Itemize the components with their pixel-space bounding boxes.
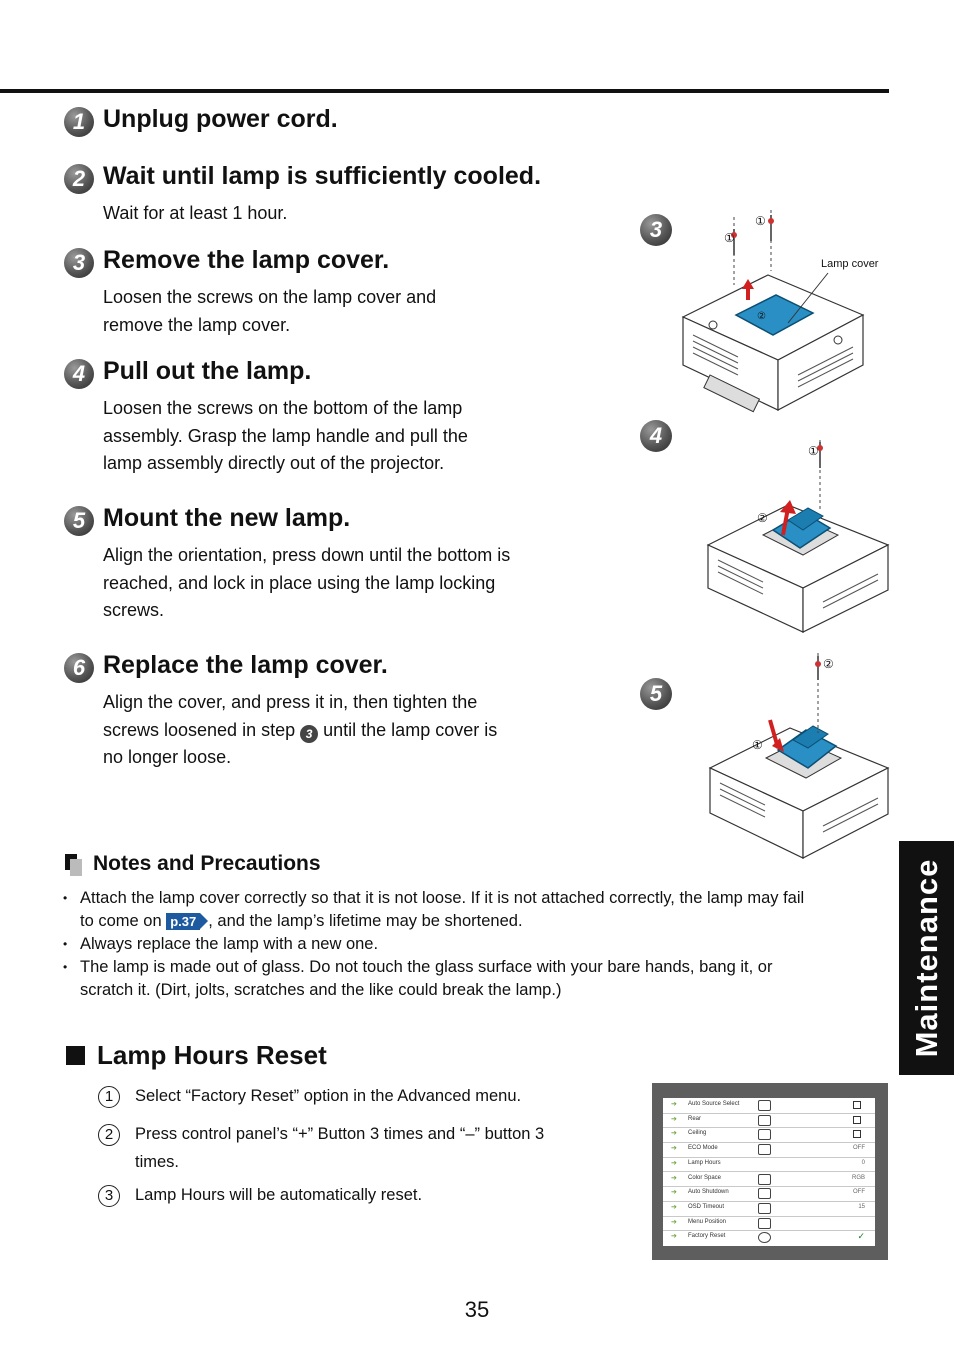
- menu-value: RGB: [851, 1174, 865, 1181]
- menu-value: OFF: [853, 1145, 865, 1152]
- rear-icon: [758, 1115, 771, 1126]
- step-title: Mount the new lamp.: [103, 504, 351, 532]
- step-title: Wait until lamp is sufficiently cooled.: [103, 162, 542, 190]
- callout-2: ②: [757, 311, 766, 322]
- menu-label: Auto Source Select: [688, 1101, 740, 1107]
- menu-row[interactable]: [663, 1157, 875, 1173]
- figure-pull-out-lamp: [638, 420, 893, 640]
- figure-step-badge: 4: [640, 420, 672, 452]
- step-body: [103, 284, 436, 339]
- step-body: [103, 395, 468, 478]
- eco-icon: [758, 1144, 771, 1155]
- projector-illustration: [638, 420, 893, 640]
- checkbox[interactable]: [853, 1116, 861, 1124]
- arrow-icon: ➔: [671, 1218, 677, 1226]
- figure-remove-lamp-cover: [638, 205, 893, 420]
- step-number-badge: 6: [64, 653, 94, 683]
- callout-1: ①: [752, 738, 763, 752]
- body-line: assembly. Grasp the lamp handle and pull the: [103, 425, 468, 446]
- step-number-badge: 4: [64, 359, 94, 389]
- body-line: Align the cover, and press it in, then tighten the: [103, 692, 478, 712]
- lamp-cover-label: Lamp cover: [821, 258, 879, 270]
- arrow-icon: ➔: [671, 1145, 677, 1153]
- note-text: , and the lamp’s lifetime may be shortened.: [208, 912, 523, 930]
- step-body: Wait for at least 1 hour.: [103, 203, 288, 223]
- menu-label: Menu Position: [688, 1218, 727, 1225]
- menu-panel: [663, 1098, 875, 1246]
- callout-1: ①: [724, 231, 735, 245]
- checkbox[interactable]: [853, 1101, 861, 1109]
- menu-label: ECO Mode: [688, 1145, 718, 1152]
- step-body: [103, 689, 497, 772]
- note-text: Attach the lamp cover correctly so that it is not loose. If it is not attached correctly, the lamp may fail: [80, 889, 805, 907]
- menu-label: OSD Timeout: [688, 1203, 725, 1210]
- menu-row[interactable]: [663, 1186, 875, 1202]
- projector-illustration: [638, 648, 893, 863]
- callout-1: ①: [808, 444, 819, 458]
- body-line: remove the lamp cover.: [103, 314, 291, 335]
- menu-row[interactable]: [663, 1113, 875, 1129]
- body-line: screws loosened in step: [103, 719, 296, 740]
- note-item: [63, 887, 889, 933]
- menu-row[interactable]: [663, 1127, 875, 1143]
- body-line: screws.: [103, 600, 165, 620]
- section-title: Lamp Hours Reset: [97, 1040, 327, 1070]
- note-item: [63, 956, 889, 1002]
- menu-row[interactable]: [663, 1142, 875, 1158]
- color-space-icon: [758, 1174, 771, 1185]
- check-icon: ✓: [857, 1231, 865, 1242]
- body-line: until the lamp cover is: [323, 719, 498, 740]
- arrow-icon: ➔: [671, 1174, 677, 1182]
- ceiling-icon: [758, 1129, 771, 1140]
- figure-step-badge: 3: [640, 214, 672, 246]
- body-line: no longer loose.: [103, 747, 232, 767]
- step-circle: 2: [98, 1124, 120, 1146]
- menu-value: 0: [861, 1159, 865, 1166]
- reset-icon: [758, 1232, 771, 1243]
- step-number-badge: 1: [64, 107, 94, 137]
- arrow-icon: ➔: [671, 1115, 677, 1123]
- menu-label: Auto Shutdown: [688, 1189, 729, 1196]
- note-item: [63, 933, 889, 956]
- note-text: The lamp is made out of glass. Do not touch the glass surface with your bare hands, bang it, or: [80, 958, 773, 976]
- body-line: Loosen the screws on the bottom of the lamp: [103, 398, 463, 418]
- step-text: [135, 1120, 544, 1176]
- body-line: Align the orientation, press down until the bottom is: [103, 545, 511, 565]
- body-line: lamp assembly directly out of the projector.: [103, 453, 445, 473]
- note-text: scratch it. (Dirt, jolts, scratches and the like could break the lamp.): [80, 981, 562, 999]
- menu-row[interactable]: [663, 1230, 875, 1245]
- notes-icon: [65, 854, 83, 876]
- callout-2: ②: [757, 511, 768, 525]
- step-number-badge: 3: [64, 248, 94, 278]
- notes-heading: Notes and Precautions: [93, 852, 321, 875]
- menu-row[interactable]: [663, 1098, 875, 1114]
- section-side-tab: [899, 841, 954, 1075]
- arrow-icon: ➔: [671, 1233, 677, 1241]
- step-reference-badge: 3: [300, 725, 318, 743]
- arrow-icon: ➔: [671, 1189, 677, 1197]
- checkbox[interactable]: [853, 1130, 861, 1138]
- advanced-menu-screenshot: [652, 1083, 888, 1260]
- arrow-icon: ➔: [671, 1203, 677, 1211]
- text-line: Press control panel’s “+” Button 3 times and “–” button 3: [135, 1125, 545, 1143]
- page-reference-link[interactable]: p.37: [166, 913, 200, 930]
- menu-row[interactable]: [663, 1201, 875, 1217]
- step-circle: 3: [98, 1185, 120, 1207]
- callout-1: ①: [755, 214, 766, 228]
- menu-label: Factory Reset: [688, 1233, 726, 1240]
- menu-label: Lamp Hours: [688, 1159, 721, 1166]
- monitor-icon: [758, 1203, 771, 1214]
- body-line: Loosen the screws on the lamp cover and: [103, 287, 437, 307]
- note-text: Always replace the lamp with a new one.: [80, 935, 379, 953]
- figure-mount-new-lamp: [638, 648, 893, 863]
- menu-label: Color Space: [688, 1174, 722, 1181]
- step-text: Lamp Hours will be automatically reset.: [135, 1186, 423, 1204]
- menu-value: OFF: [853, 1189, 865, 1196]
- callout-2: ②: [823, 657, 834, 671]
- menu-row[interactable]: [663, 1216, 875, 1232]
- step-body: [103, 542, 510, 625]
- step-title: Remove the lamp cover.: [103, 246, 390, 274]
- menu-label: Rear: [688, 1115, 702, 1122]
- step-number-badge: 2: [64, 164, 94, 194]
- menu-label: Ceiling: [688, 1130, 707, 1137]
- figure-step-badge: 5: [640, 678, 672, 710]
- search-icon: [758, 1100, 771, 1111]
- top-rule: [0, 89, 889, 93]
- menu-position-icon: [758, 1218, 771, 1229]
- menu-value: 15: [858, 1203, 865, 1210]
- arrow-icon: ➔: [671, 1159, 677, 1167]
- step-number-badge: 5: [64, 506, 94, 536]
- side-tab-label: Maintenance: [908, 858, 944, 1058]
- body-line: reached, and lock in place using the lamp locking: [103, 572, 496, 593]
- page-number: 35: [464, 1297, 490, 1322]
- notes-list: [63, 887, 889, 1002]
- note-text: to come on: [80, 912, 162, 930]
- step-title: Pull out the lamp.: [103, 357, 312, 385]
- step-circle: 1: [98, 1086, 120, 1108]
- arrow-icon: ➔: [671, 1101, 677, 1108]
- menu-row[interactable]: [663, 1172, 875, 1188]
- text-line: times.: [135, 1153, 180, 1171]
- step-title: Unplug power cord.: [103, 105, 338, 133]
- arrow-icon: ➔: [671, 1130, 677, 1138]
- power-icon: [758, 1188, 771, 1199]
- step-title: Replace the lamp cover.: [103, 651, 388, 679]
- section-marker: [66, 1046, 85, 1065]
- step-text: Select “Factory Reset” option in the Advanced menu.: [135, 1087, 522, 1105]
